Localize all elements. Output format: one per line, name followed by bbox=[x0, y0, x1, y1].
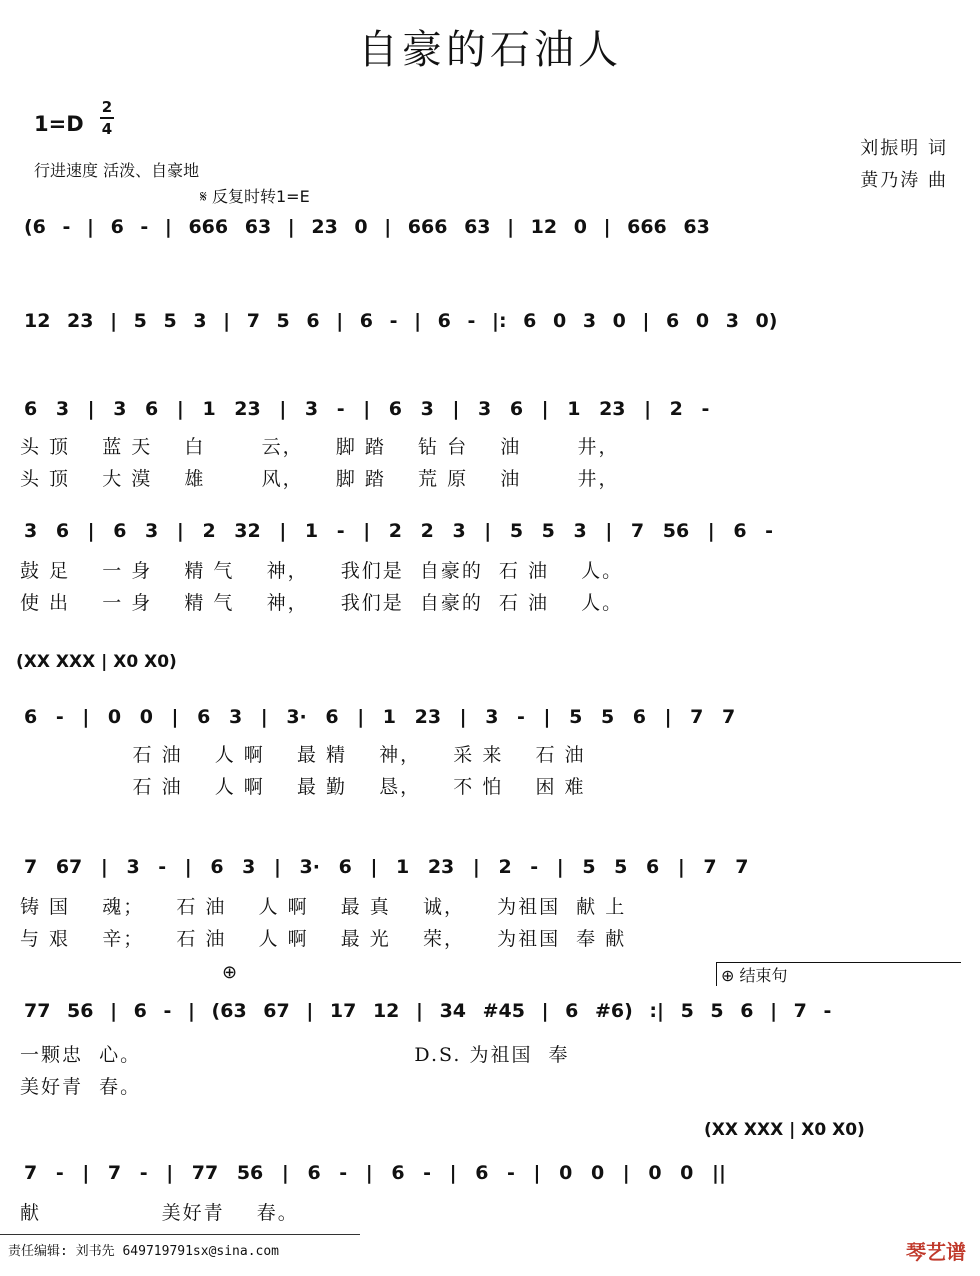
editor-credit: 责任编辑: 刘书先 649719791sx@sina.com bbox=[8, 1244, 280, 1259]
lyrics-row-4-verse-1: 鼓 足 一 身 精 气 神， 我们是 自豪的 石 油 人。 bbox=[20, 560, 624, 582]
lyrics-row-7-verse-2: 美好青 春。 bbox=[20, 1076, 142, 1098]
tempo-marking: 行进速度 活泼、自豪地 bbox=[34, 161, 200, 180]
time-sig-top: 2 bbox=[101, 98, 113, 116]
site-logo: 琴艺谱 bbox=[906, 1240, 966, 1264]
score-row-2 bbox=[24, 302, 954, 342]
lyrics-row-3-verse-2: 头 顶 大 漠 雄 风， 脚 踏 荒 原 油 井， bbox=[20, 468, 620, 490]
footer-divider bbox=[0, 1234, 360, 1235]
notes-row-8: 7 - | 7 - | 77 56 | 6 - | 6 - | 6 - | 0 0 | 0 0 || bbox=[24, 1162, 726, 1184]
time-signature bbox=[100, 98, 114, 138]
time-sig-bottom: 4 bbox=[101, 120, 113, 138]
notes-row-7: 77 56 | 6 - | (63 67 | 17 12 | 34 #45 | 6 #6) :| 5 5 6 | 7 - bbox=[24, 1000, 832, 1022]
lyrics-row-4-verse-2: 使 出 一 身 精 气 神， 我们是 自豪的 石 油 人。 bbox=[20, 592, 624, 614]
score-row-8 bbox=[24, 1158, 954, 1198]
coda-icon: ⊕ bbox=[222, 962, 238, 983]
lyrics-row-7-verse-1: 一颗忠 心。 D.S. 为祖国 奉 bbox=[20, 1044, 570, 1066]
score-row-5 bbox=[24, 702, 954, 742]
song-title: 自豪的石油人 bbox=[358, 27, 622, 73]
score-row-1 bbox=[24, 208, 954, 248]
score-row-6 bbox=[24, 852, 954, 892]
coda-section bbox=[716, 962, 961, 986]
repeat-note: 反复时转1=E bbox=[211, 187, 310, 206]
score-row-3 bbox=[24, 394, 954, 434]
key-signature: 1=D bbox=[34, 112, 84, 136]
notes-row-2: 12 23 | 5 5 3 | 7 5 6 | 6 - | 6 - |: 6 0 3 0 | 6 0 3 0) bbox=[24, 310, 778, 332]
coda-icon-2: ⊕ bbox=[721, 966, 735, 985]
composer: 黄乃涛 曲 bbox=[860, 170, 948, 191]
lyrics-row-6-verse-2: 与 艰 辛； 石 油 人 啊 最 光 荣， 为祖国 奉 献 bbox=[20, 928, 627, 950]
lyrics-row-8: 献 美好青 春。 bbox=[20, 1202, 299, 1224]
percussion-row-8: (XX XXX | X0 X0) bbox=[704, 1120, 865, 1140]
score-row-7 bbox=[24, 996, 954, 1036]
notes-row-5: 6 - | 0 0 | 6 3 | 3· 6 | 1 23 | 3 - | 5 5 6 | 7 7 bbox=[24, 706, 736, 728]
ending-label: 结束句 bbox=[739, 966, 788, 985]
notes-row-1: (6 - | 6 - | 666 63 | 23 0 | 666 63 | 12 0 | 666 63 bbox=[24, 216, 710, 238]
lyricist: 刘振明 词 bbox=[860, 138, 948, 159]
segno-icon: 𝄋 bbox=[200, 187, 207, 206]
lyrics-row-5-verse-1: 石 油 人 啊 最 精 神， 采 来 石 油 bbox=[20, 744, 586, 766]
lyrics-row-5-verse-2: 石 油 人 啊 最 勤 恳， 不 怕 困 难 bbox=[20, 776, 586, 798]
percussion-row-5: (XX XXX | X0 X0) bbox=[16, 652, 177, 672]
notes-row-4: 3 6 | 6 3 | 2 32 | 1 - | 2 2 3 | 5 5 3 | 7 56 | 6 - bbox=[24, 520, 774, 542]
notes-row-6: 7 67 | 3 - | 6 3 | 3· 6 | 1 23 | 2 - | 5 5 6 | 7 7 bbox=[24, 856, 749, 878]
lyrics-row-6-verse-1: 铸 国 魂； 石 油 人 啊 最 真 诚， 为祖国 献 上 bbox=[20, 896, 627, 918]
score-row-4 bbox=[24, 516, 954, 556]
notes-row-3: 6 3 | 3 6 | 1 23 | 3 - | 6 3 | 3 6 | 1 23 | 2 - bbox=[24, 398, 710, 420]
repeat-instruction bbox=[200, 184, 310, 207]
lyrics-row-3-verse-1: 头 顶 蓝 天 白 云， 脚 踏 钻 台 油 井， bbox=[20, 436, 620, 458]
